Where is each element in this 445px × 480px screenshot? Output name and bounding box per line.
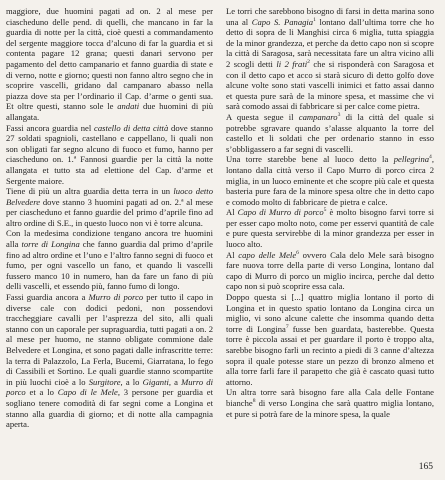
paragraph: Al Capo di Murro di porco$^5$ è molto bisogno farvi torre si per esser capo molto noto, come per esservi quantità de cale e pure questa servirebbe di la minor grandezza per esser in luoco alto.	[226, 207, 434, 250]
right-column	[226, 6, 434, 419]
footnote-ref: 8	[252, 398, 256, 405]
paragraph: Una torre starebbe bene al luoco detto la pellegrina$^4$, lontano dalla città verso il Capo Murro di porco circa 2 miglia, in un luoco eminente et che scopre più cale et questa basteria pure fara de la minore spesa oltre che in detto capo e comodo molto di fabbricare de pietra e calce.	[226, 154, 434, 207]
footnote-ref: 7	[285, 323, 289, 330]
footnote-ref: 5	[323, 207, 327, 214]
footnote-ref: 1	[313, 16, 316, 23]
paragraph: Al capo delle Mele$^6$ ovvero Cala delo Mele sarà bisogno fare nuova torre della parte di verso Longina, lontano dal capo di Murro di porco un miglio incirca, perche dal detto capo non si può scoprire essa cala.	[226, 249, 434, 292]
paragraph: Tiene di più un altra guardia detta terra in un luoco detto Belvedere dove stanno 3 huomini pagati ad on. 2.ª al mese per ciascheduno et fanno guardie del primo d’aprile fino ad altro ordine di S.E., in questo luoco non vi è torre alcuna.	[6, 186, 213, 228]
paragraph: A questa segue il campanaro$^3$ di la città del quale si potrebbe sgravare quando s’alasse alquanto la torre del castello et li soldati che per ordenario stanno in esso s’obbligassero a far segni di vascelli.	[226, 111, 434, 154]
paragraph: Un altra torre sarà bisogno fare alla Cala delle Fontane bianche$^8$ di verso Longina che sarà quattro miglia lontano, et pure si potrà fare de la minore spesa, la quale	[226, 387, 434, 419]
paragraph: Doppo questa si [...] quattro miglia lontano il porto di Longina et in questo spatio lontano da Longina circa un miglio, vi sono alcune calette che insomma quando detta torre di Longina$^7$ fusse ben guardata, basterebbe. Questa torre è piccola assai et per guardare il porto è troppo alta, sarebbe bisogno farli un recinto a piedi di 3 canne d’altezza sopra il quale potesse stare un pezzo di bronzo almeno et alla torre farli fare il parapetto che già è cascato quasi tutto attorno.	[226, 292, 434, 387]
footnote-ref: 4	[429, 154, 432, 161]
paragraph: Fassi guardia ancora a Murro di porco per tutto il capo in diverse cale con dodici pedoni, non possendovi traccheggiare cavalli per l’asprezza del sito, alli quali stanno con un caporale per supraguardia, tutti pagati a on. 2 al mese per huomo, ne stanno obligate commione dale Belvedere et Longina, et sono pagati dalle infrascritte terre: la terra di Palazzolo, La Ferla, Bucemi, Giarratana, lo fego di Cassibili et Sortino. Le quali guardie stanno scompartite in più luochi cioè a lo Surgitore, a lo Giganti, a Murro di porco et a lo Capo di le Mele, 3 persone per guardia et sogliano tenere comodità di far segni come a Longina et stanno alla guardia di giorno; et di notte alla campagnia aperta.	[6, 292, 214, 430]
left-column	[6, 6, 213, 430]
paragraph: Con la medesima condizione tengano ancora tre huomini alla torre di Longina che fanno guardia dal primo d’aprile fino ad altro ordine et l’uno e l’altro fanno segni di fuoco et fumo, per ogni vascello un fano, et quando li vascelli fussero manco 10 in numero, han da fare un fano di più delli vascelli, et essendo più, fanno fumo di longo.	[6, 228, 213, 292]
paragraph: maggiore, due huomini pagati ad on. 2 al mese per ciascheduno delle pend. di quelli, che mancano in far la guardia di notte per la città, cioè questi a commandamento del sergente maggiore tocca d’alcuno di far la guardia et si contenta pagare 12 grana; questi danari servono per pagamento del detto campanario et fanno guardia di state e di verno, notte e giorno; questi non fanno altro segno che in scoprire vascelli, gridano dal campanaro abasso nella piazza dove sta per l’ordinario il Cap. d’arme o genti sua. Et oltre questi, stanno sole le andati due huomini di più allangata.	[6, 6, 213, 122]
paragraph: Le torri che sarebbono bisogno di farsi in detta marina sono una al Capo S. Panagia$^1$ lontano dall’ultima torre che ho detto di sopra de li Manghisi circa 6 miglia, tutta spiaggia de la minor grandezza, et perche da detto capo non si scopre la città di Saragosa, sarà necessitata fare un altra vicino alli 2 scogli detti li 2 frati$^2$ che si risponderà con Saragosa et con il detto capo et acco si starà sicuro di detto golfo dove alcune volte sono stati vascelli inimici et fatto assai danno et questa pure sarà de la minore spesa, et massime che vi sarà comodo assai di fabbricare si per calce come pietra.	[226, 6, 435, 112]
footnote-ref: 2	[307, 59, 310, 66]
footnote-ref: 3	[337, 112, 341, 119]
footnote-ref: 6	[296, 249, 299, 256]
page-number: 165	[418, 462, 433, 472]
paragraph: Fassi ancora guardia nel castello di detta città dove stanno 27 soldati spagnioli, castellano e cappellano, li quali non son obligati far segno alcuno di fuoco et fumo, hanno per ciascheduno on. 1.ª Fannosi guardie per la città la notte allangata et tutto sta ad elettione del Cap. d’arme et Sergente maiore.	[6, 122, 213, 186]
